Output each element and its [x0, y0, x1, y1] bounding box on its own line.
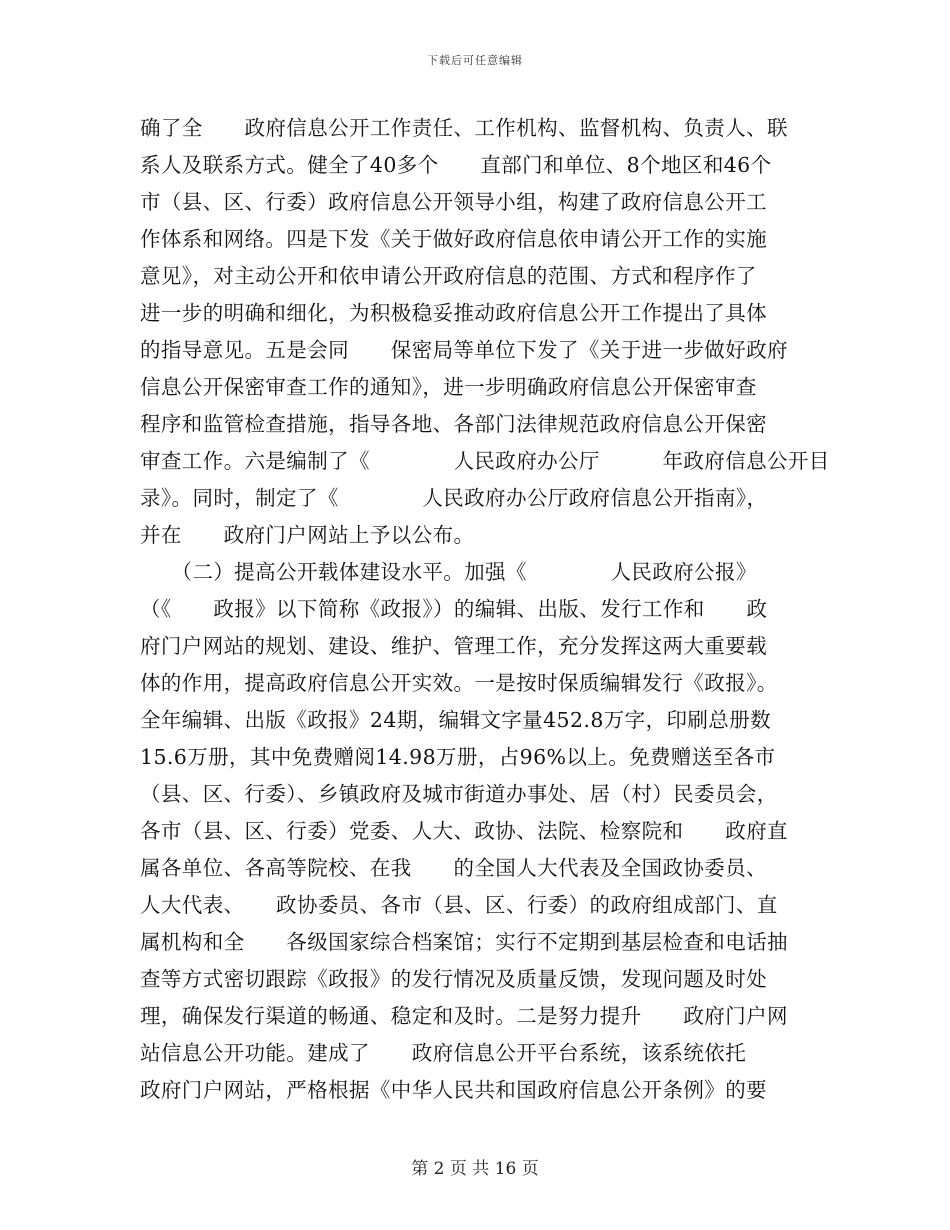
- body-line: 查等方式密切跟踪《政报》的发行情况及质量反馈，发现问题及时处: [140, 967, 767, 991]
- body-line: 确了全 政府信息公开工作责任、工作机构、监督机构、负责人、联: [140, 116, 788, 140]
- body-line: 信息公开保密审查工作的通知》，进一步明确政府信息公开保密审查: [140, 375, 757, 399]
- body-line: （县、区、行委）、乡镇政府及城市街道办事处、居（村）民委员会，: [140, 782, 778, 806]
- body-line: 审查工作。六是编制了《 人民政府办公厅 年政府信息公开目: [140, 449, 830, 473]
- body-line: 系人及联系方式。健全了40多个 直部门和单位、8个地区和46个: [140, 153, 772, 177]
- body-line: 属机构和全 各级国家综合档案馆；实行不定期到基层检查和电话抽: [140, 930, 788, 954]
- body-line: 府门户网站的规划、建设、维护、管理工作，充分发挥这两大重要载: [140, 634, 767, 658]
- body-line: 体的作用，提高政府信息公开实效。一是按时保质编辑发行《政报》。: [140, 671, 778, 695]
- body-line: 各市（县、区、行委）党委、人大、政协、法院、检察院和 政府直: [140, 819, 788, 843]
- body-line: 市（县、区、行委）政府信息公开领导小组，构建了政府信息公开工: [140, 190, 767, 214]
- document-body: [140, 110, 830, 1109]
- page-number-footer: 第 2 页 共 16 页: [411, 1159, 539, 1179]
- body-line: 进一步的明确和细化，为积极稳妥推动政府信息公开工作提出了具体: [140, 301, 767, 325]
- body-line: （《 政报》以下简称《政报》）的编辑、出版、发行工作和 政: [140, 597, 768, 621]
- body-line: 作体系和网络。四是下发《关于做好政府信息依申请公开工作的实施: [140, 227, 767, 251]
- body-line: 站信息公开功能。建成了 政府信息公开平台系统，该系统依托: [140, 1041, 747, 1065]
- body-line: 人大代表、 政协委员、各市（县、区、行委）的政府组成部门、直: [140, 893, 778, 917]
- body-line: 的指导意见。五是会同 保密局等单位下发了《关于进一步做好政府: [140, 338, 788, 362]
- body-line: 15.6万册，其中免费赠阅14.98万册，占96%以上。免费赠送至各市: [140, 745, 776, 769]
- body-line: 录》。同时，制定了《 人民政府办公厅政府信息公开指南》，: [140, 486, 768, 510]
- body-line: 属各单位、各高等院校、在我 的全国人大代表及全国政协委员、: [140, 856, 767, 880]
- body-line: 意见》，对主动公开和依申请公开政府信息的范围、方式和程序作了: [140, 264, 757, 288]
- body-line: 并在 政府门户网站上予以公布。: [140, 523, 475, 547]
- body-line: 政府门户网站，严格根据《中华人民共和国政府信息公开条例》的要: [140, 1078, 767, 1102]
- body-line: 程序和监管检查措施，指导各地、各部门法律规范政府信息公开保密: [140, 412, 767, 436]
- body-line: （二）提高公开载体建设水平。加强《 人民政府公报》: [140, 560, 757, 584]
- body-line: 全年编辑、出版《政报》24期，编辑文字量452.8万字，印刷总册数: [140, 708, 771, 732]
- page-header: 下载后可任意编辑: [427, 54, 523, 67]
- body-line: 理，确保发行渠道的畅通、稳定和及时。二是努力提升 政府门户网: [140, 1004, 788, 1028]
